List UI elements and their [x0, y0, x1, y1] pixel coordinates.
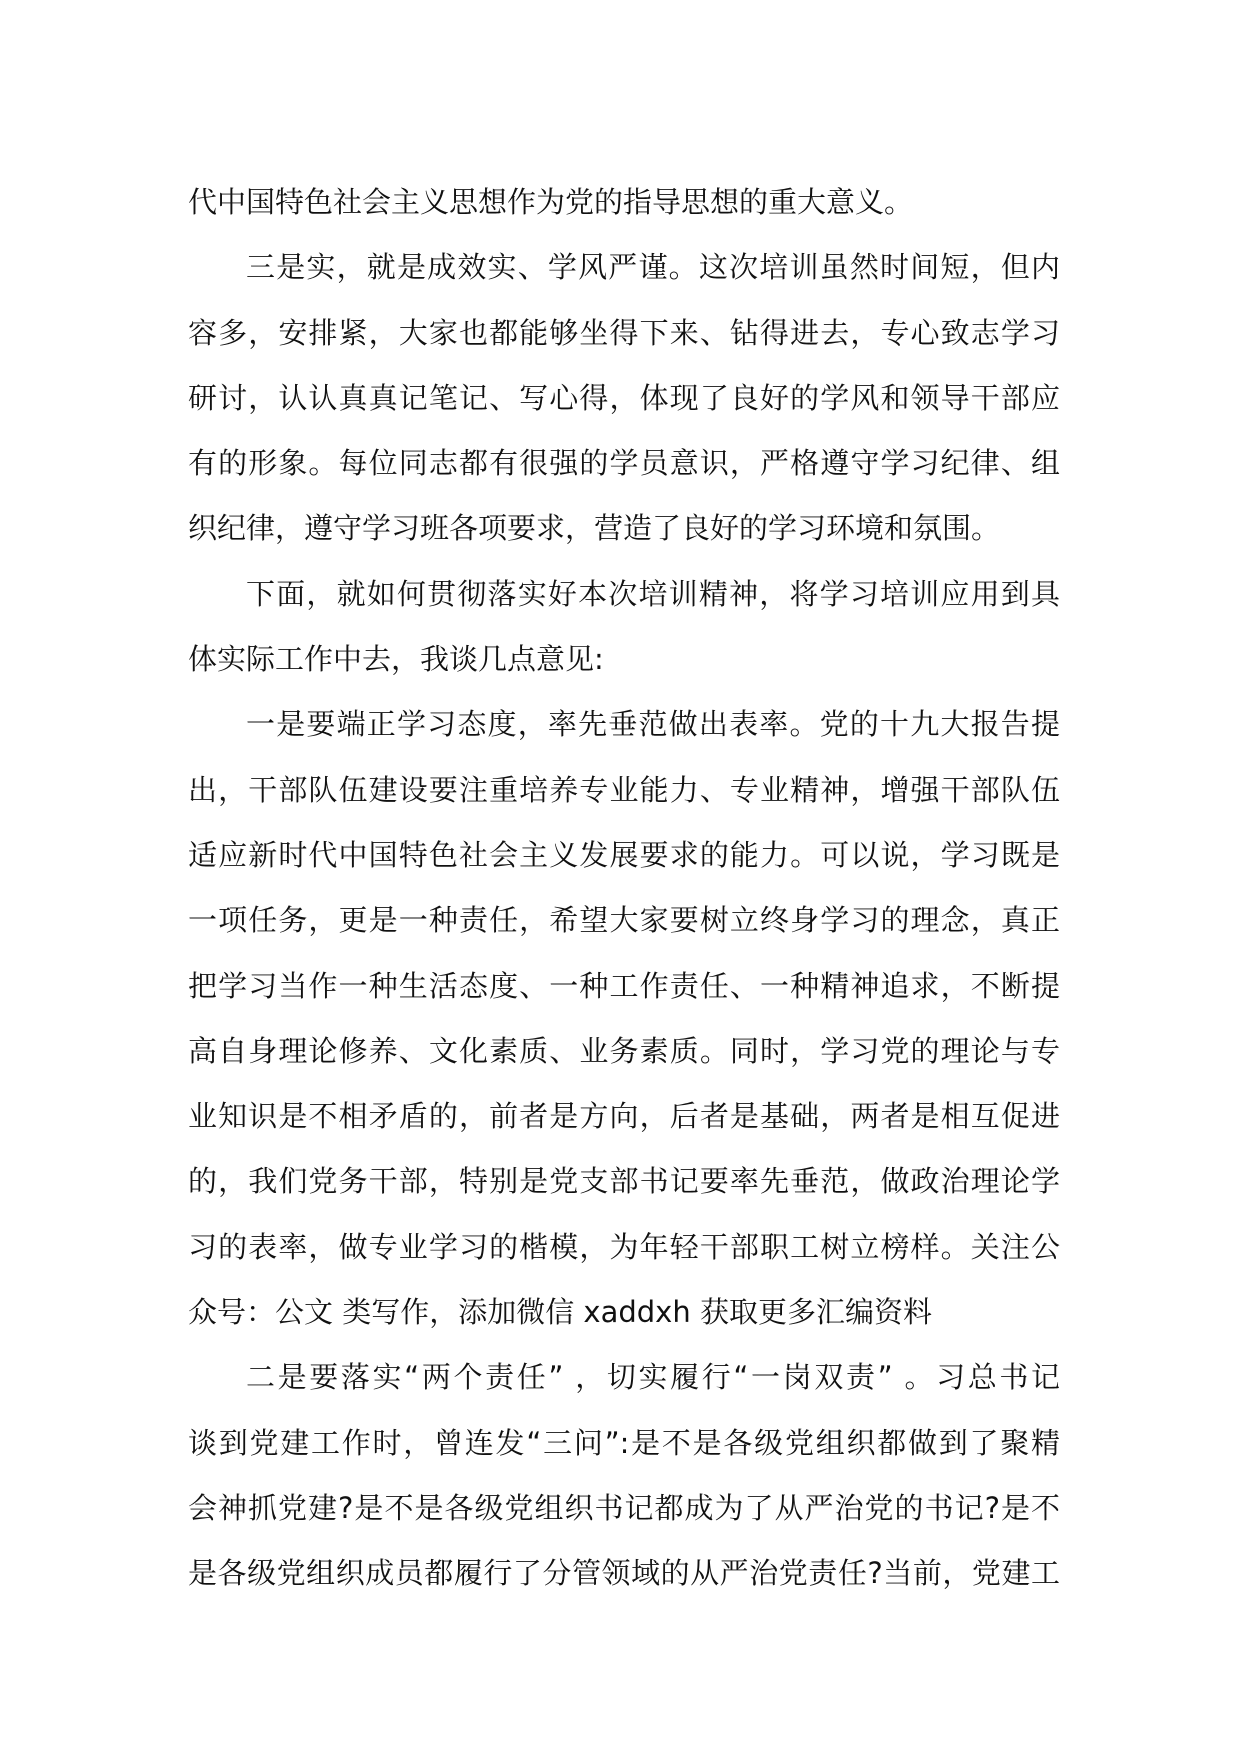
text-line: 下面，就如何贯彻落实好本次培训精神，将学习培训应用到具 [246, 576, 1060, 611]
body-text [188, 170, 1060, 1607]
text-line: 一项任务，更是一种责任，希望大家要树立终身学习的理念，真正 [188, 903, 1060, 938]
text-line: 二是要落实“两个责任” ，切实履行“一岗双责” 。习总书记 [246, 1360, 1060, 1395]
text-line: 有的形象。每位同志都有很强的学员意识，严格遵守学习纪律、组 [188, 446, 1060, 481]
text-line: 业知识是不相矛盾的，前者是方向，后者是基础，两者是相互促进 [188, 1099, 1060, 1134]
text-line: 出，干部队伍建设要注重培养专业能力、专业精神，增强干部队伍 [188, 772, 1060, 807]
text-line: 一是要端正学习态度，率先垂范做出表率。党的十九大报告提 [246, 707, 1060, 742]
text-line: 适应新时代中国特色社会主义发展要求的能力。可以说，学习既是 [188, 837, 1060, 872]
text-line: 织纪律，遵守学习班各项要求，营造了良好的学习环境和氛围。 [188, 511, 1001, 546]
text-line: 高自身理论修养、文化素质、业务素质。同时，学习党的理论与专 [188, 1033, 1060, 1068]
text-line: 容多，安排紧，大家也都能够坐得下来、钻得进去，专心致志学习 [188, 315, 1060, 350]
text-line: 众号：公文 类写作，添加微信 xaddxh 获取更多汇编资料 [188, 1295, 932, 1330]
text-line: 把学习当作一种生活态度、一种工作责任、一种精神追求，不断提 [188, 968, 1060, 1003]
text-line: 体实际工作中去，我谈几点意见: [188, 642, 604, 677]
text-line: 的，我们党务干部，特别是党支部书记要率先垂范，做政治理论学 [188, 1164, 1060, 1199]
text-line: 谈到党建工作时，曾连发“三问”:是不是各级党组织都做到了聚精 [188, 1425, 1060, 1460]
text-line: 研讨，认认真真记笔记、写心得，体现了良好的学风和领导干部应 [188, 380, 1060, 415]
text-line: 是各级党组织成员都履行了分管领域的从严治党责任?当前，党建工 [188, 1556, 1060, 1591]
text-line: 习的表率，做专业学习的楷模，为年轻干部职工树立榜样。关注公 [188, 1229, 1060, 1264]
text-line: 代中国特色社会主义思想作为党的指导思想的重大意义。 [188, 185, 914, 219]
text-line: 三是实，就是成效实、学风严谨。这次培训虽然时间短，但内 [246, 250, 1060, 285]
text-line: 会神抓党建?是不是各级党组织书记都成为了从严治党的书记?是不 [188, 1490, 1060, 1525]
